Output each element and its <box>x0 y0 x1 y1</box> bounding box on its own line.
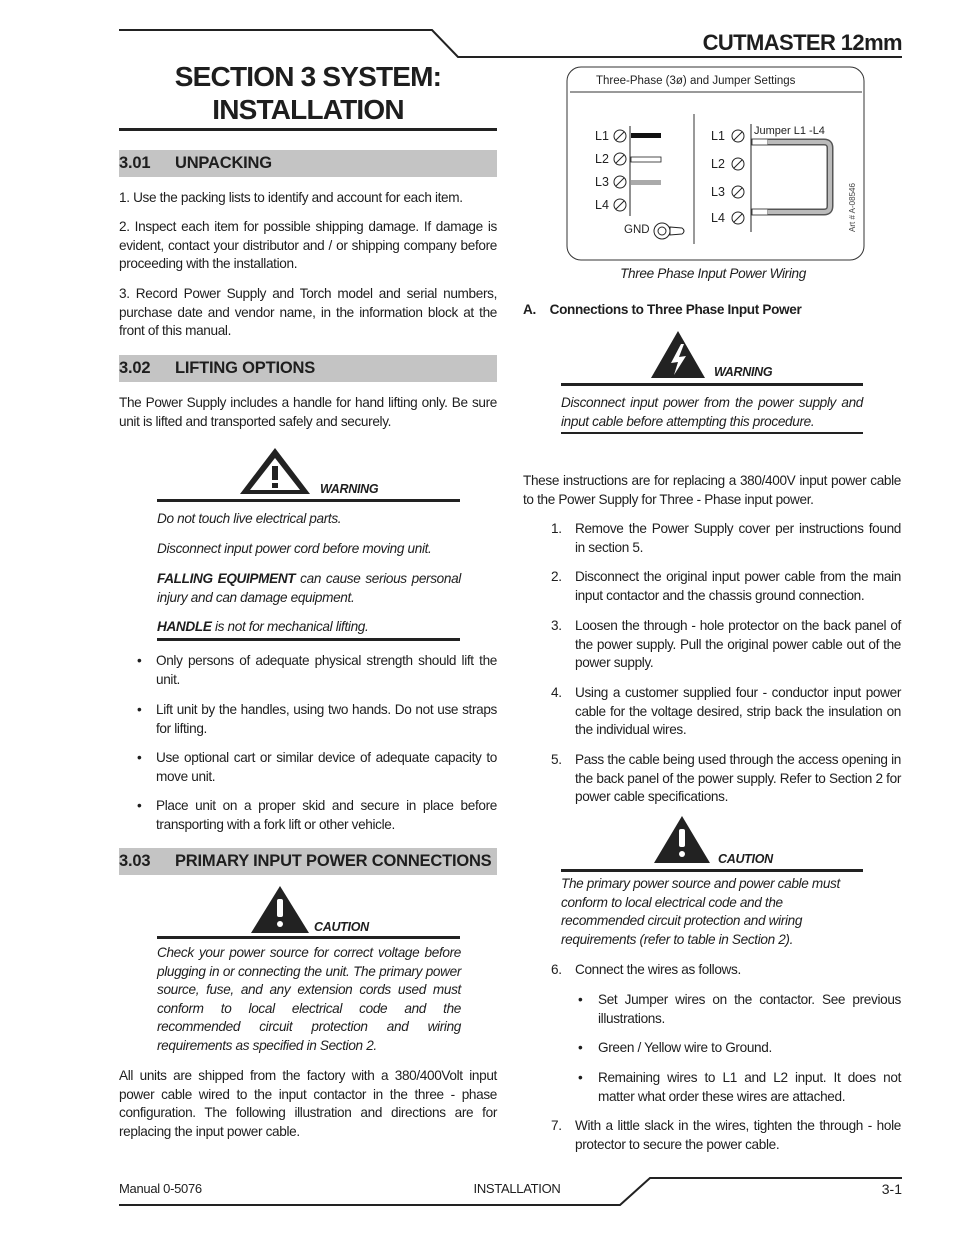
warning-text-2: Disconnect input power cord before moving unit. <box>157 541 432 556</box>
jumper-label: Jumper L1 -L4 <box>754 125 825 137</box>
warning-bottom-rule <box>157 638 460 641</box>
lifting-bullet-2 <box>137 701 497 738</box>
caution-label-right: CAUTION <box>718 852 773 866</box>
left-label-l4: L4 <box>595 198 609 212</box>
step-2 <box>551 568 901 605</box>
right-label-l1: L1 <box>711 129 725 143</box>
warning-text-3 <box>157 570 461 607</box>
bullet-text: Only persons of adequate physical strength should lift the unit. <box>156 653 497 687</box>
lifting-bullet-3 <box>137 749 497 786</box>
diagram-title: Three-Phase (3ø) and Jumper Settings <box>596 75 796 87</box>
falling-equipment-text: can cause serious personal injury and can damage equipment. <box>157 571 461 605</box>
right-label-l3: L3 <box>711 185 725 199</box>
electrical-hazard-icon <box>650 330 706 380</box>
caution-right-top-rule <box>561 869 863 872</box>
unpacking-item-3: 3. Record Power Supply and Torch model and serial numbers, purchase date and vendor name, in the information block at the front of this manual. <box>119 286 497 339</box>
bullet-text: Lift unit by the handles, using two hands. Do not use straps for lifting. <box>156 702 497 736</box>
lifting-bullet-4 <box>137 797 497 834</box>
page-title <box>119 60 497 126</box>
bullet-dot: • <box>578 992 583 1007</box>
warning-right-bottom-rule <box>561 432 863 434</box>
step-text: Disconnect the original input power cable from the main input contactor and the chassis ground connection. <box>575 569 901 603</box>
section-number: 3.02 <box>119 359 151 377</box>
step-1 <box>551 520 901 557</box>
section-number: 3.03 <box>119 852 151 870</box>
title-underline <box>119 128 497 131</box>
connections-intro: These instructions are for replacing a 380/400V input power cable to the Power Supply for Three - Phase input power. <box>523 473 901 507</box>
step-text: With a little slack in the wires, tighten the through - hole protector to secure the power cable. <box>575 1118 901 1152</box>
gnd-label: GND <box>624 224 650 236</box>
bullet-text: Remaining wires to L1 and L2 input. It does not matter what order these wires are attached. <box>598 1070 901 1104</box>
left-label-l2: L2 <box>595 152 609 166</box>
caution-right-text: The primary power source and power cable must conform to local electrical code and the recommended circuit protection and wiring requirements (refer to table in Section 2). <box>561 876 840 947</box>
three-phase-diagram <box>566 66 866 262</box>
step-5 <box>551 751 901 807</box>
step-number: 5. <box>551 752 562 767</box>
right-label-l2: L2 <box>711 157 725 171</box>
step-3 <box>551 617 901 673</box>
footer-section-name: INSTALLATION <box>473 1181 561 1196</box>
step-6 <box>551 961 901 980</box>
bullet-text: Place unit on a proper skid and secure in place before transporting with a fork lift or other vehicle. <box>156 798 497 832</box>
product-name: CUTMASTER 12mm <box>702 30 902 55</box>
lifting-bullet-1 <box>137 652 497 689</box>
warning-text-1: Do not touch live electrical parts. <box>157 511 342 526</box>
footer-manual-number: Manual 0-5076 <box>119 1181 202 1196</box>
step-4 <box>551 684 901 740</box>
caution-label: CAUTION <box>314 920 369 934</box>
footer-page-number: 3-1 <box>881 1181 902 1197</box>
bullet-dot: • <box>578 1040 583 1055</box>
step-text: Connect the wires as follows. <box>575 962 741 977</box>
bullet-text: Use optional cart or similar device of adequate capacity to move unit. <box>156 750 497 784</box>
sub-bullet-2 <box>578 1039 901 1058</box>
lifting-intro: The Power Supply includes a handle for hand lifting only. Be sure unit is lifted and transported safely and securely. <box>119 395 497 429</box>
section-header-primary <box>119 848 497 875</box>
step-text: Remove the Power Supply cover per instructions found in section 5. <box>575 521 901 555</box>
section-header-unpacking <box>119 150 497 177</box>
connections-heading: A. Connections to Three Phase Input Power <box>523 302 802 317</box>
handle-text: is not for mechanical lifting. <box>211 619 369 634</box>
bullet-dot: • <box>137 750 142 765</box>
bullet-dot: • <box>137 702 142 717</box>
sub-bullet-1 <box>578 991 901 1028</box>
left-label-l1: L1 <box>595 129 609 143</box>
section-header-lifting <box>119 355 497 382</box>
bullet-dot: • <box>137 653 142 668</box>
diagram-caption: Three Phase Input Power Wiring <box>620 266 806 281</box>
primary-outro: All units are shipped from the factory with a 380/400Volt input power cable wired to the input contactor in the three - phase configuration. The following illustration and directions are for replacing the input power cable. <box>119 1068 497 1139</box>
unpacking-item-2: 2. Inspect each item for possible shipping damage. If damage is evident, contact your distributor and / or shipping company before proceeding with the installation. <box>119 219 497 272</box>
right-label-l4: L4 <box>711 211 725 225</box>
warning-right-top-rule <box>561 383 863 386</box>
section-title: LIFTING OPTIONS <box>175 359 315 377</box>
step-number: 1. <box>551 521 562 536</box>
left-label-l3: L3 <box>595 175 609 189</box>
step-text: Pass the cable being used through the access opening in the back panel of the power supply. Refer to Section 2 for power cable specifications. <box>575 752 901 805</box>
step-number: 7. <box>551 1118 562 1133</box>
handle-label: HANDLE <box>157 619 212 634</box>
section-number: 3.01 <box>119 154 151 172</box>
warning-triangle-icon <box>238 446 312 496</box>
bullet-text: Set Jumper wires on the contactor. See previous illustrations. <box>598 992 901 1026</box>
warning-label-right: WARNING <box>714 365 773 379</box>
bullet-dot: • <box>578 1070 583 1085</box>
warning-right-text: Disconnect input power from the power supply and input cable before attempting this procedure. <box>561 395 863 429</box>
caution-triangle-icon <box>250 885 310 935</box>
caution-triangle-icon-right <box>653 815 711 865</box>
section-title: PRIMARY INPUT POWER CONNECTIONS <box>175 852 492 870</box>
bullet-dot: • <box>137 798 142 813</box>
art-number: Art # A-08546 <box>848 183 857 232</box>
caution-top-rule <box>157 936 460 939</box>
page-title-line1: SECTION 3 SYSTEM: <box>174 61 442 92</box>
step-number: 4. <box>551 685 562 700</box>
step-text: Loosen the through - hole protector on the back panel of the power supply. Pull the original power cable out of the power supply. <box>575 618 901 671</box>
step-number: 6. <box>551 962 562 977</box>
step-7 <box>551 1117 901 1154</box>
page-title-line2: INSTALLATION <box>212 94 404 125</box>
falling-equipment-label: FALLING EQUIPMENT <box>157 571 296 586</box>
warning-top-rule <box>157 499 460 502</box>
warning-label: WARNING <box>320 482 379 496</box>
unpacking-item-1: 1. Use the packing lists to identify and account for each item. <box>119 190 463 205</box>
sub-bullet-3 <box>578 1069 901 1106</box>
step-number: 2. <box>551 569 562 584</box>
step-number: 3. <box>551 618 562 633</box>
bullet-text: Green / Yellow wire to Ground. <box>598 1040 772 1055</box>
warning-text-4 <box>157 618 461 637</box>
section-title: UNPACKING <box>175 154 272 172</box>
caution-text: Check your power source for correct voltage before plugging in or connecting the unit. The primary power source, fuse, and any extension cords used must conform to local electrical code and the recommended circuit protection and wiring requirements as specified in Section 2. <box>157 945 461 1053</box>
step-text: Using a customer supplied four - conductor input power cable for the voltage desired, strip back the insulation on the individual wires. <box>575 685 901 738</box>
